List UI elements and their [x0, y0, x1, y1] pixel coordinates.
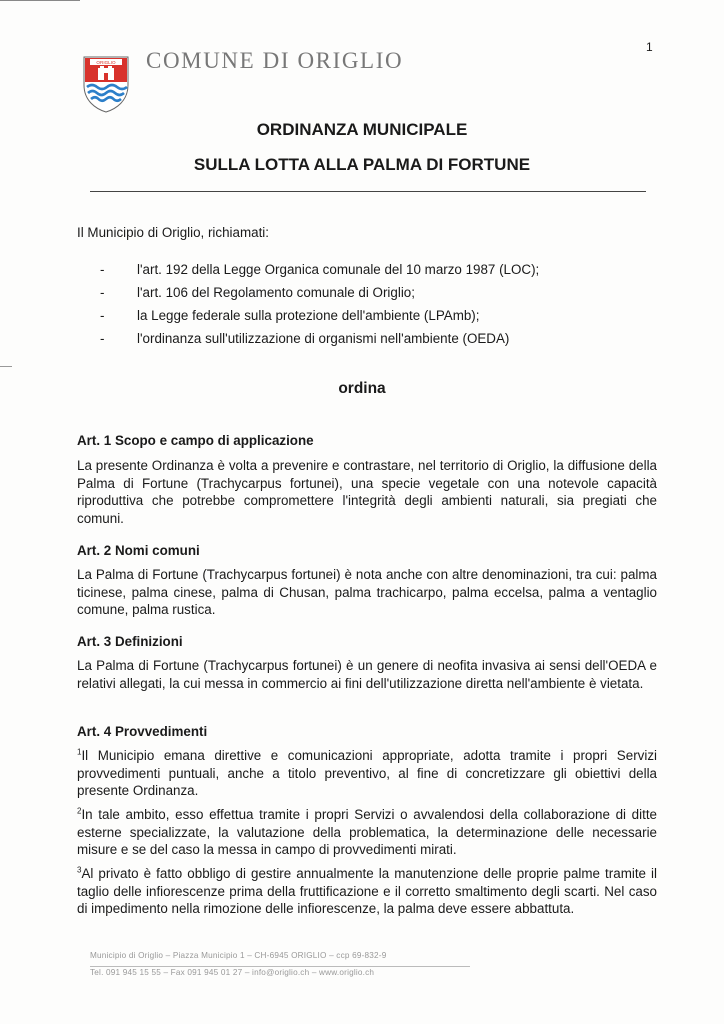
paragraph-text: Il Municipio emana direttive e comunicazioni appropriate, adotta tramite i propri Servizi provvedimenti puntuali, anche a titolo preventivo, al fine di concretizzare gli obiettivi della presente Ordinanza. — [77, 748, 657, 799]
article-2-heading: Art. 2 Nomi comuni — [77, 543, 200, 558]
intro-text: Il Municipio di Origlio, richiamati: — [77, 225, 269, 240]
reference-text: l'ordinanza sull'utilizzazione di organismi nell'ambiente (OEDA) — [137, 331, 510, 346]
article-4-paragraph-2 — [77, 806, 657, 859]
article-4-heading: Art. 4 Provvedimenti — [77, 724, 208, 739]
paragraph-number: 1 — [77, 747, 82, 757]
ordina-heading: ordina — [338, 380, 386, 397]
paragraph-text: In tale ambito, esso effettua tramite i propri Servizi o avvalendosi della collaborazione di ditte esterne specializzate, la valutazione della problematica, la determinazione delle necessarie misure e se del caso la messa in campo di provvedimenti mirati. — [77, 807, 657, 858]
article-4-paragraph-3 — [77, 865, 657, 918]
document-title-line1: ORDINANZA MUNICIPALE — [256, 120, 468, 139]
footer-divider — [90, 966, 470, 967]
title-divider — [90, 191, 646, 192]
page-number: 1 — [646, 40, 653, 54]
list-dash: - — [100, 262, 105, 277]
reference-text: l'art. 106 del Regolamento comunale di Origlio; — [137, 285, 415, 300]
paragraph-number: 2 — [77, 806, 82, 816]
article-4-paragraph-1 — [77, 747, 657, 800]
document-title-line2: SULLA LOTTA ALLA PALMA DI FORTUNE — [193, 155, 531, 174]
article-3-text: La Palma di Fortune (Trachycarpus fortunei) è un genere di neofita invasiva ai sensi dell'OEDA e relativi allegati, la cui messa in commercio ai fini dell'utilizzazione diretta nell'ambiente è vietata. — [77, 658, 657, 691]
article-1-text: La presente Ordinanza è volta a prevenire e contrastare, nel territorio di Origlio, la diffusione della Palma di Fortune (Trachycarpus fortunei), una specie vegetale con una notevole capacità riproduttiva che potrebbe compromettere l'integrità degli ambienti naturali, sia pregiati che comuni. — [77, 458, 657, 526]
list-dash: - — [100, 285, 105, 300]
footer-contacts: Tel. 091 945 15 55 – Fax 091 945 01 27 – info@origlio.ch – www.origlio.ch — [90, 968, 375, 977]
origlio-crest-logo — [82, 55, 130, 113]
article-2-text: La Palma di Fortune (Trachycarpus fortunei) è nota anche con altre denominazioni, tra cui: palma ticinese, palma cinese, palma di Chusan, palma trachicarpo, palma eccelsa, palma a ventaglio comune, palma rustica. — [77, 567, 657, 618]
list-dash: - — [100, 331, 105, 346]
reference-text: la Legge federale sulla protezione dell'ambiente (LPAmb); — [137, 308, 480, 323]
list-dash: - — [100, 308, 105, 323]
reference-text: l'art. 192 della Legge Organica comunale del 10 marzo 1987 (LOC); — [137, 262, 540, 277]
paragraph-text: Al privato è fatto obbligo di gestire annualmente la manutenzione delle proprie palme tramite il taglio delle infiorescenze prima della fruttificazione e il corretto smaltimento degli scarti. Nel caso di impedimento nella rimozione delle infiorescenze, la palma deve essere abbattuta. — [77, 866, 657, 917]
crest-text: ORIGLIO — [96, 60, 116, 65]
article-1-heading: Art. 1 Scopo e campo di applicazione — [77, 433, 314, 448]
top-edge-rule — [0, 0, 80, 1]
article-3-heading: Art. 3 Definizioni — [77, 634, 183, 649]
footer-address: Municipio di Origlio – Piazza Municipio 1 – CH-6945 ORIGLIO – ccp 69-832-9 — [90, 951, 387, 960]
paragraph-number: 3 — [77, 865, 82, 875]
municipality-letterhead: COMUNE DI ORIGLIO — [146, 48, 404, 73]
margin-mark — [0, 366, 12, 367]
